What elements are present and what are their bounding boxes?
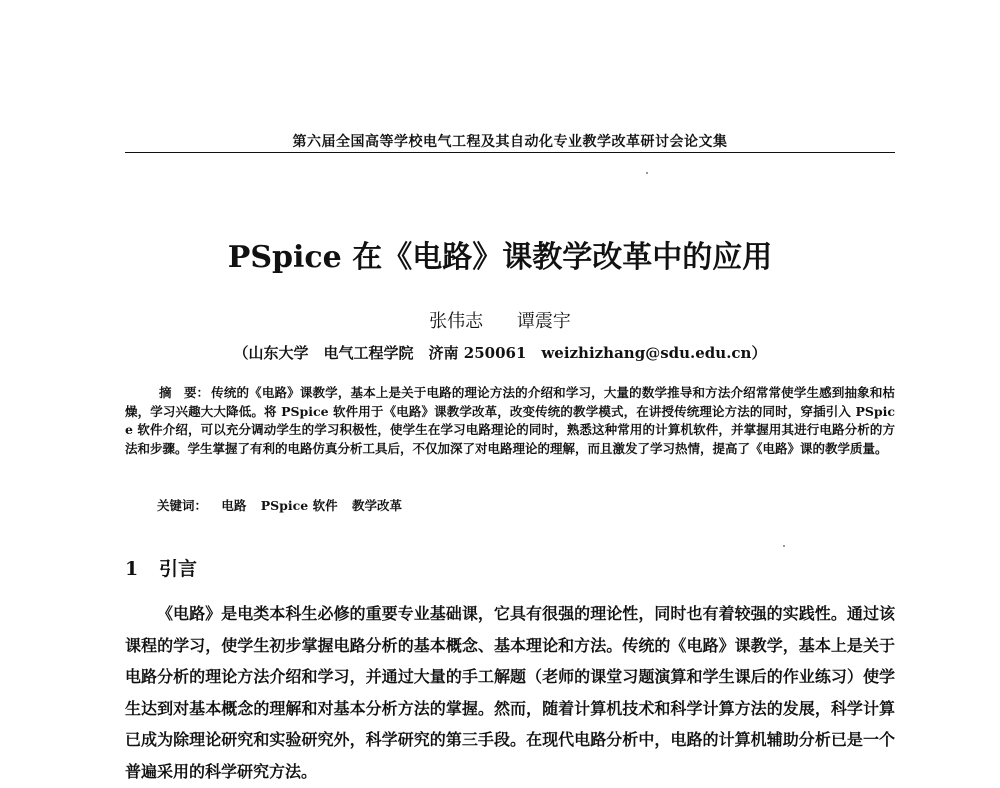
body-paragraph: 《电路》是电类本科生必修的重要专业基础课，它具有很强的理论性，同时也有着较强的实践性。通过该课程的学习，使学生初步掌握电路分析的基本概念、基本理论和方法。传统的《电路》课教学，基本上是关于电路分析的理论方法介绍和学习，并通过大量的手工解题（老师的课堂习题演算和学生课后的作业练习）使学生达到对基本概念的理解和对基本分析方法的掌握。然而，随着计算机技术和科学计算方法的发展，科学计算已成为除理论研究和实验研究外，科学研究的第三手段。在现代电路分析中，电路的计算机辅助分析已是一个普遍采用的科学研究方法。 xyxy=(125,604,895,781)
abstract-label: 摘 要： xyxy=(159,385,210,400)
author-name: 张伟志 xyxy=(429,311,484,332)
section-title: 引言 xyxy=(159,558,198,580)
author-list xyxy=(0,310,1000,334)
section-heading xyxy=(125,556,197,582)
header-rule xyxy=(125,152,895,153)
abstract xyxy=(125,384,895,458)
affiliation: （山东大学 电气工程学院 济南 250061 weizhizhang@sdu.edu.cn） xyxy=(233,344,767,362)
keyword: 电路 xyxy=(221,498,247,513)
scan-speck xyxy=(783,545,785,547)
author-name: 谭震宇 xyxy=(516,311,571,332)
paper-title: PSpice 在《电路》课教学改革中的应用 xyxy=(227,240,773,275)
keyword: 教学改革 xyxy=(351,498,402,513)
keywords-label: 关键词： xyxy=(157,498,208,513)
abstract-text: 传统的《电路》课教学，基本上是关于电路的理论方法的介绍和学习，大量的数学推导和方法介绍常常使学生感到抽象和枯燥，学习兴趣大大降低。将 PSpice 软件用于《电路》课教学改革，改变传统的教学模式，在讲授传统理论方法的同时，穿插引入 PSpice 软件介绍，可以充分调动学生的学习积极性，使学生在学习电路理论的同时，熟悉这种常用的计算机软件，并掌握用其进行电路分析的方法和步骤。学生掌握了有利的电路仿真分析工具后，不仅加深了对电路理论的理解，而且激发了学习热情，提高了《电路》课的教学质量。 xyxy=(125,385,895,456)
keyword: PSpice 软件 xyxy=(260,498,338,513)
running-header: 第六届全国高等学校电气工程及其自动化专业教学改革研讨会论文集 xyxy=(292,134,728,150)
keywords xyxy=(157,497,412,515)
section-number: 1 xyxy=(125,558,139,580)
scan-speck xyxy=(646,172,648,174)
